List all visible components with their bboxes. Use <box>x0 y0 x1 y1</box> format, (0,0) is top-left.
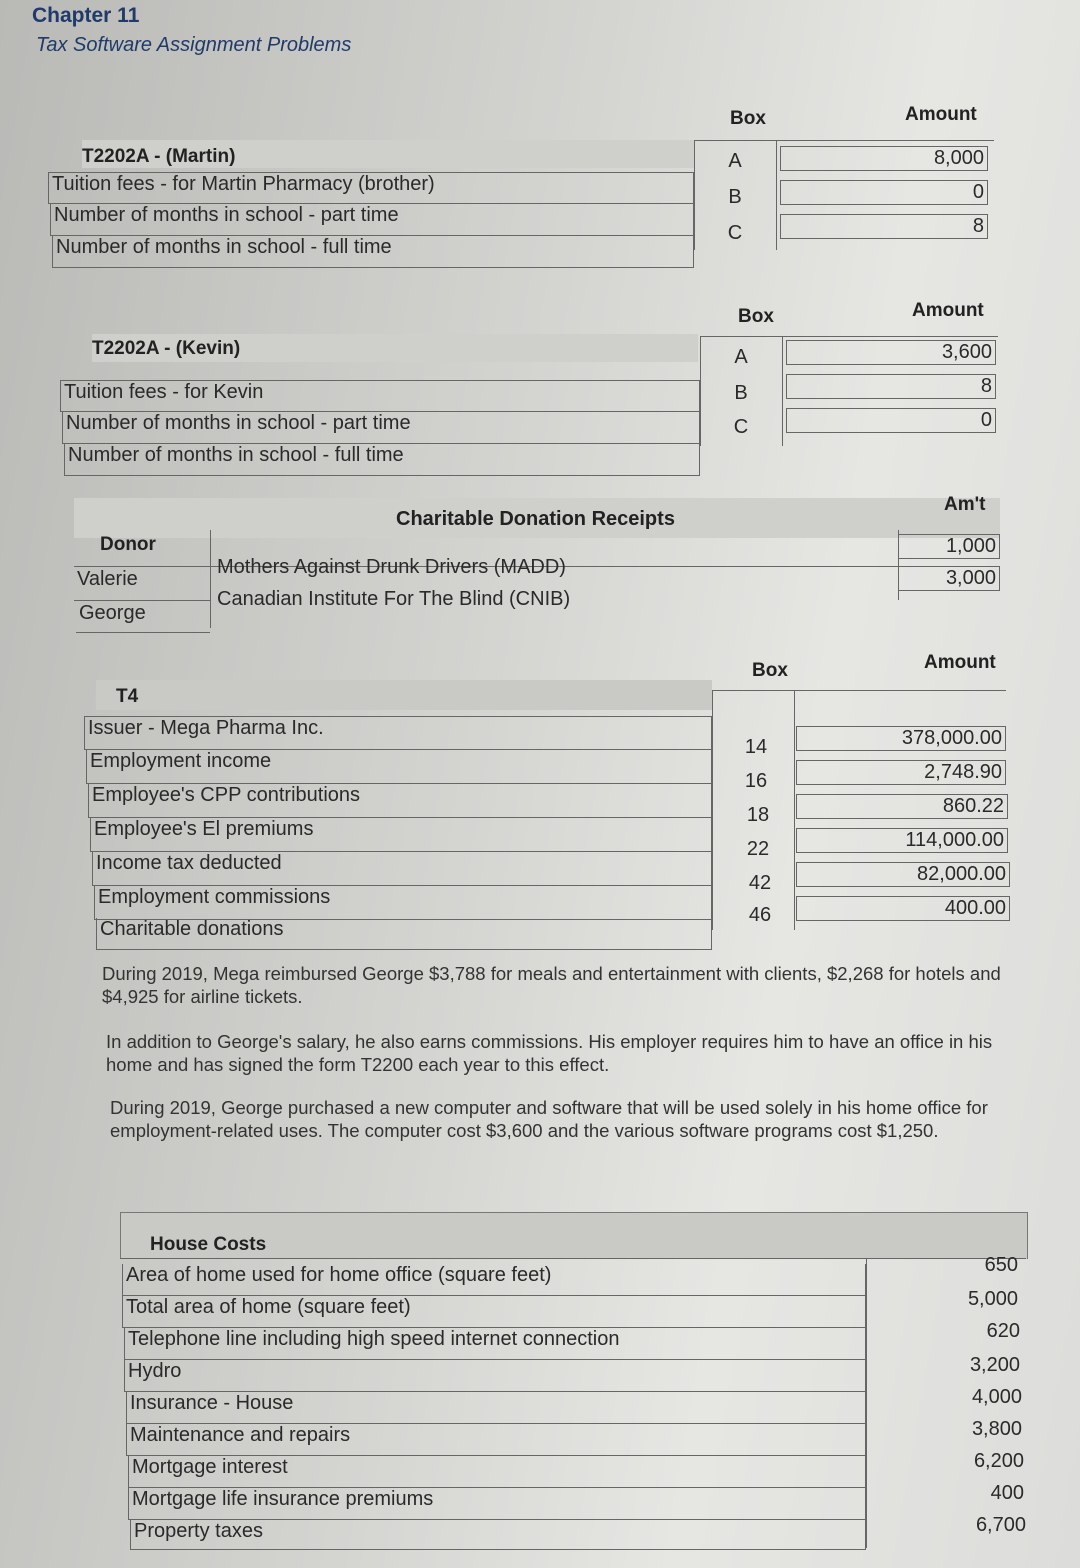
house-amount: 620 <box>986 1320 1020 1342</box>
martin-box: A <box>728 150 742 172</box>
t4-box: 22 <box>746 838 770 860</box>
t4-box: 16 <box>744 770 768 792</box>
house-row-label: Telephone line including high speed internet connection <box>124 1328 866 1360</box>
donations-amount-header: Am't <box>944 494 986 515</box>
house-amount: 5,000 <box>967 1288 1018 1310</box>
t4-row-label: Employee's CPP contributions <box>88 784 712 818</box>
t4-header-bar <box>96 680 712 710</box>
house-amount: 650 <box>984 1254 1018 1276</box>
house-row-label: Mortgage life insurance premiums <box>128 1488 866 1520</box>
martin-box: B <box>728 186 742 208</box>
martin-title: T2202A - (Martin) <box>82 146 236 167</box>
t4-box: 42 <box>748 872 772 894</box>
house-row-label: Insurance - House <box>126 1392 866 1424</box>
donations-amount: 3,000 <box>898 566 1000 591</box>
martin-row-label: Number of months in school - full time <box>52 236 694 268</box>
t4-title: T4 <box>116 686 139 707</box>
house-row-label: Maintenance and repairs <box>126 1424 866 1456</box>
t4-amount: 2,748.90 <box>796 760 1006 785</box>
kevin-box: A <box>734 346 748 368</box>
martin-row-label: Number of months in school - part time <box>50 204 694 236</box>
kevin-box: C <box>733 416 749 438</box>
paragraph-computer: During 2019, George purchased a new computer and software that will be used solely in his home office for employment-related uses. The computer cost $3,600 and the various software programs cost $1,250. <box>110 1097 988 1141</box>
t4-amount-header: Amount <box>924 652 996 673</box>
house-amount: 6,200 <box>973 1450 1024 1472</box>
t4-amount: 114,000.00 <box>796 828 1008 853</box>
t4-row-label: Income tax deducted <box>92 852 712 886</box>
house-row-label: Area of home used for home office (square feet) <box>122 1264 866 1296</box>
martin-amount: 8,000 <box>780 146 988 171</box>
martin-amount: 8 <box>780 214 988 239</box>
house-row-label: Property taxes <box>130 1520 866 1550</box>
kevin-amount: 3,600 <box>786 340 996 365</box>
kevin-amount-header: Amount <box>912 300 984 321</box>
donations-org: Canadian Institute For The Blind (CNIB) <box>217 588 571 610</box>
t4-row-label: Employment income <box>86 750 712 784</box>
donations-donor: George <box>79 602 146 624</box>
t4-amount: 82,000.00 <box>796 862 1010 887</box>
kevin-row-label: Tuition fees - for Kevin <box>60 380 700 412</box>
kevin-title: T2202A - (Kevin) <box>92 338 241 359</box>
t4-box-header: Box <box>752 660 788 681</box>
t4-box: 46 <box>748 904 772 926</box>
donations-org: Mothers Against Drunk Drivers (MADD) <box>217 556 566 578</box>
t4-amount: 400.00 <box>796 896 1010 921</box>
house-row-label: Mortgage interest <box>128 1456 866 1488</box>
house-amount: 3,200 <box>969 1354 1020 1376</box>
house-amount: 400 <box>990 1482 1024 1504</box>
t4-row-label: Charitable donations <box>96 918 712 950</box>
donations-amount: 1,000 <box>898 534 1000 559</box>
t4-row-label: Employment commissions <box>94 886 712 920</box>
chapter-heading: Chapter 11 <box>32 4 140 27</box>
donations-donor: Valerie <box>77 568 138 590</box>
t4-box: 18 <box>746 804 770 826</box>
house-amount: 3,800 <box>971 1418 1022 1440</box>
kevin-amount: 8 <box>786 374 996 399</box>
t4-amount: 378,000.00 <box>796 726 1006 751</box>
house-amount: 6,700 <box>975 1514 1026 1536</box>
donations-donor-header: Donor <box>100 534 156 555</box>
paragraph-reimbursement: During 2019, Mega reimbursed George $3,788 for meals and entertainment with clients, $2,268 for hotels and $4,925 for airline tickets. <box>102 963 1001 1007</box>
martin-row-label: Tuition fees - for Martin Pharmacy (brother) <box>48 172 694 204</box>
house-title: House Costs <box>150 1234 267 1255</box>
t4-row-label: Employee's El premiums <box>90 818 712 852</box>
house-row-label: Hydro <box>124 1360 866 1392</box>
page-subtitle: Tax Software Assignment Problems <box>36 34 352 56</box>
martin-box: C <box>727 222 743 244</box>
t4-box: 14 <box>744 736 768 758</box>
house-row-label: Total area of home (square feet) <box>122 1296 866 1328</box>
martin-amount: 0 <box>780 180 988 205</box>
martin-amount-header: Amount <box>905 104 977 125</box>
kevin-box-header: Box <box>738 306 774 327</box>
t4-amount: 860.22 <box>796 794 1008 819</box>
kevin-row-label: Number of months in school - part time <box>62 412 700 444</box>
t4-issuer: Issuer - Mega Pharma Inc. <box>84 716 712 750</box>
kevin-amount: 0 <box>786 408 996 433</box>
donations-title: Charitable Donation Receipts <box>396 508 675 530</box>
paragraph-commissions: In addition to George's salary, he also earns commissions. His employer requires him to have an office in his home and has signed the form T2200 each year to this effect. <box>106 1031 993 1075</box>
house-amount: 4,000 <box>971 1386 1022 1408</box>
kevin-row-label: Number of months in school - full time <box>64 444 700 476</box>
kevin-box: B <box>734 382 748 404</box>
martin-box-header: Box <box>730 108 766 129</box>
